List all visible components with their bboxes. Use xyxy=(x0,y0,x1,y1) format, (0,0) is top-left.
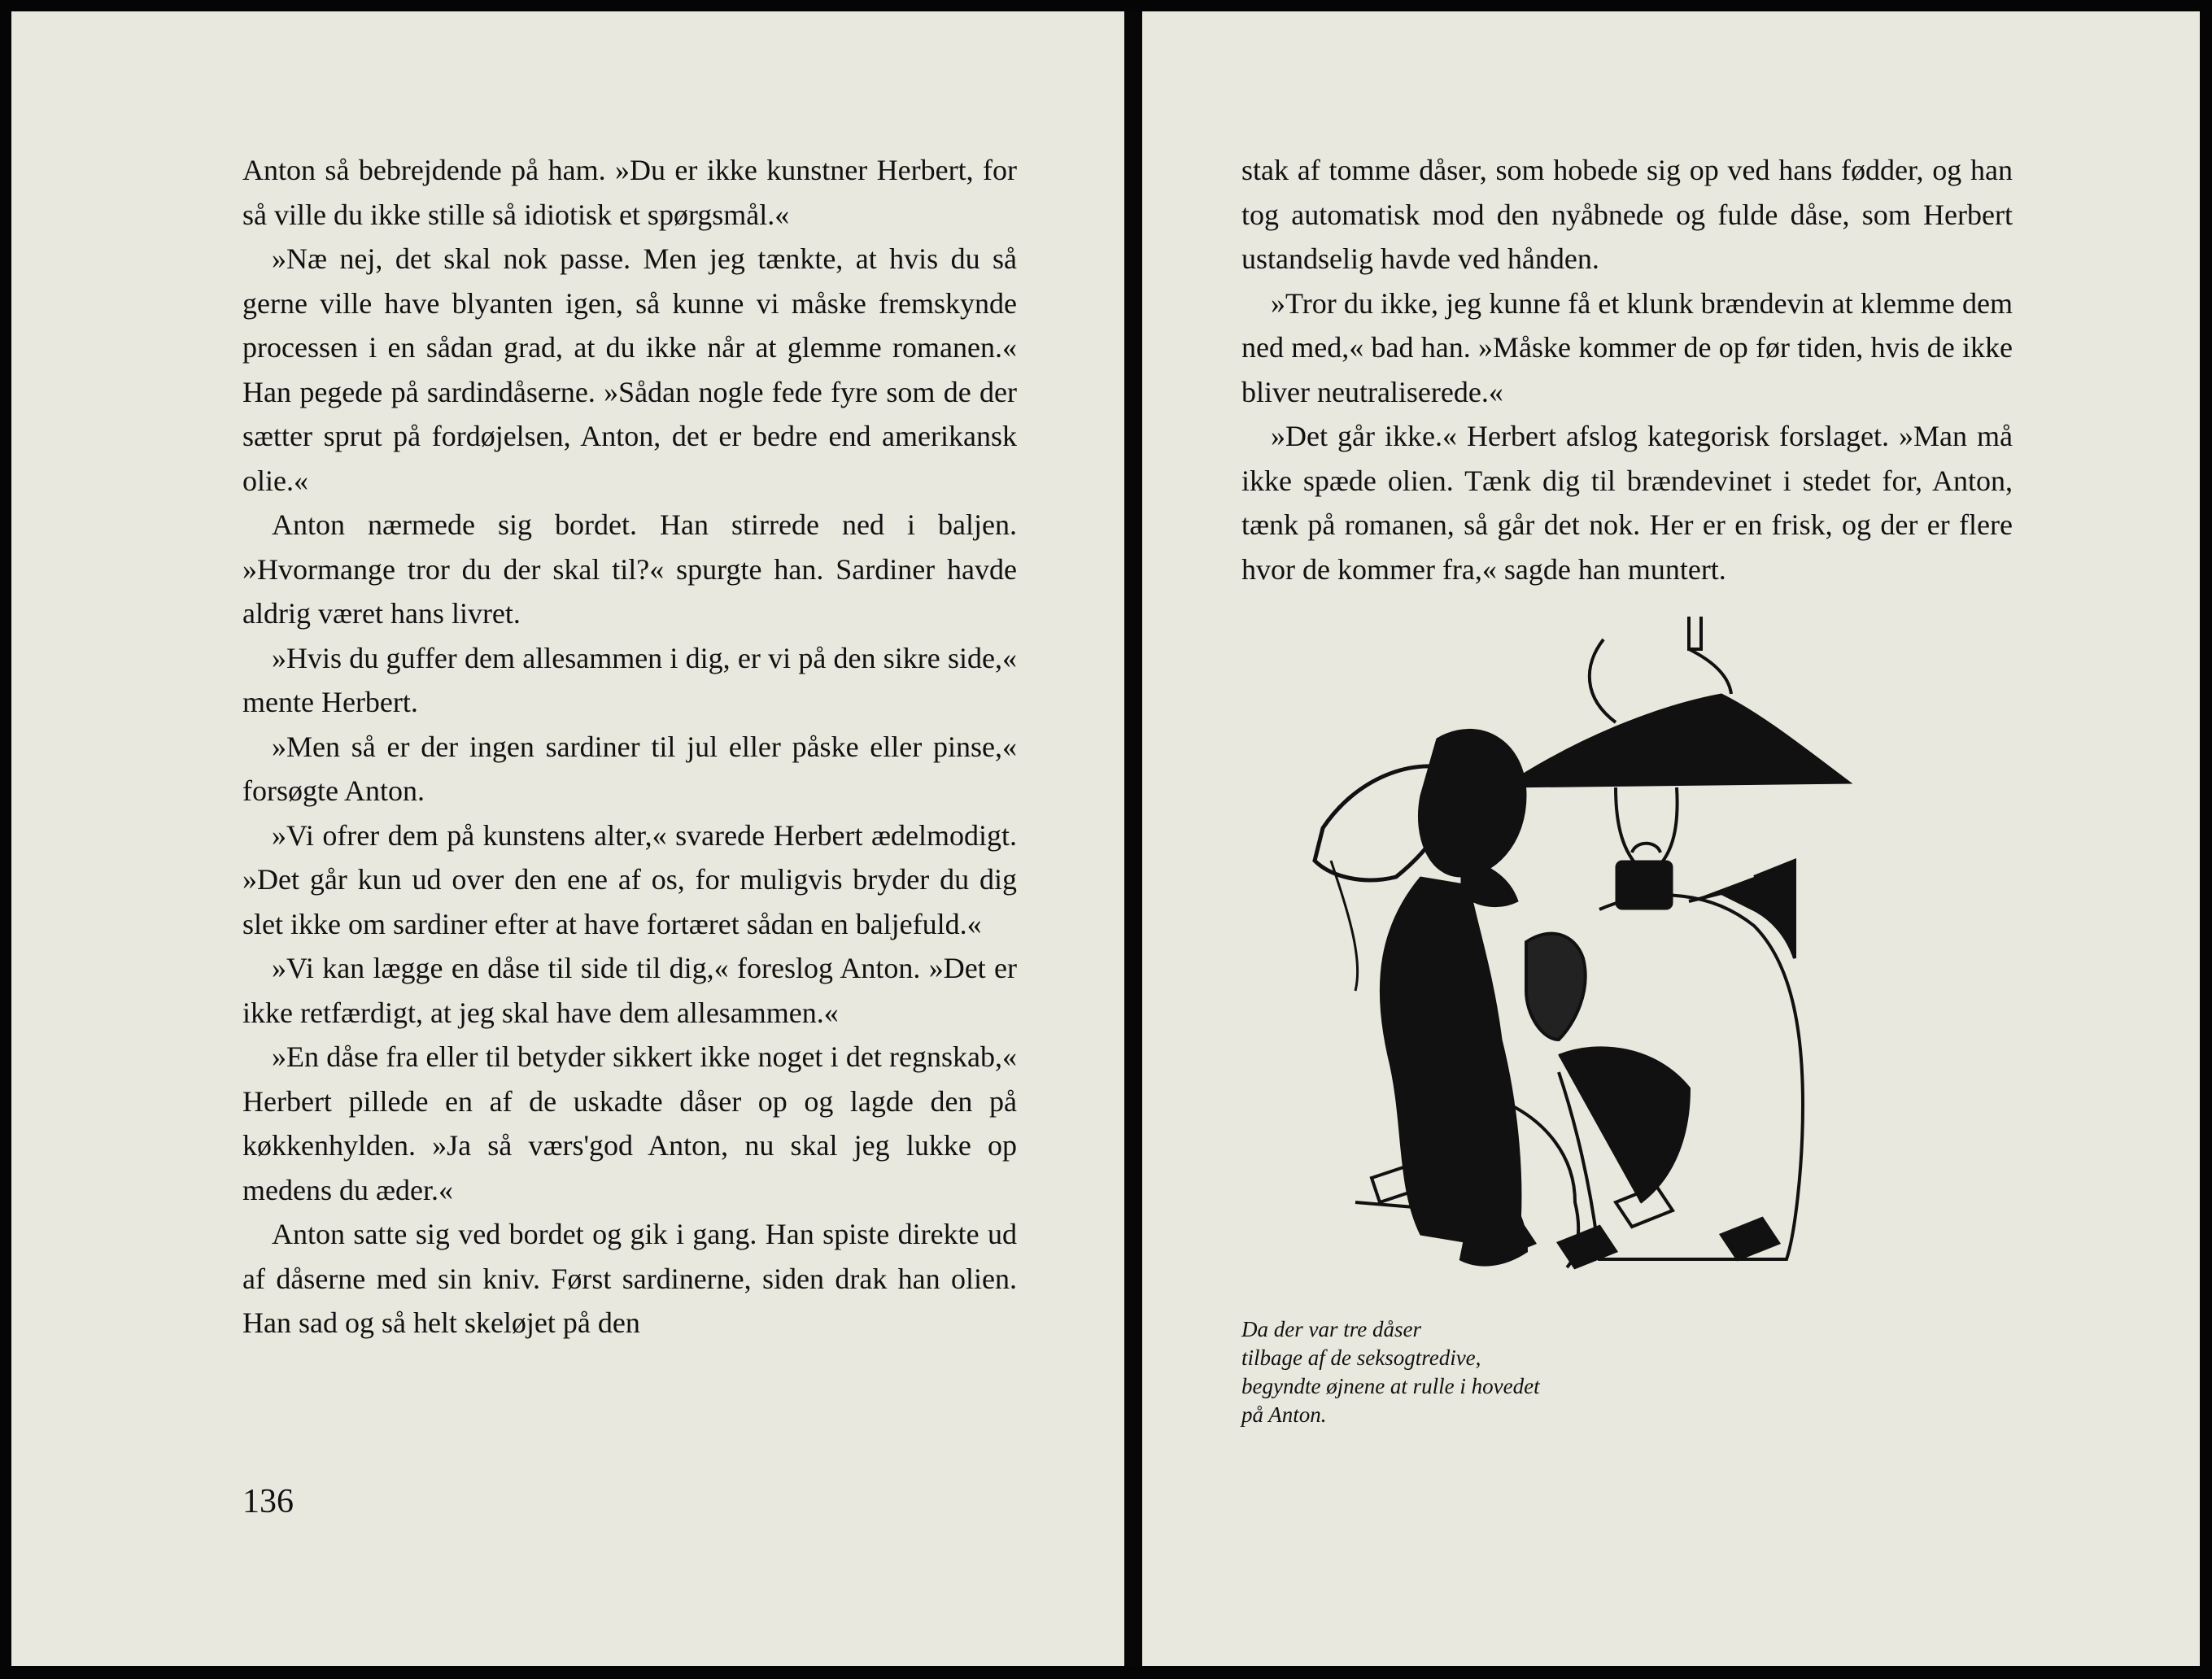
paragraph: Anton så bebrejdende på ham. »Du er ikke kunstner Herbert, for så ville du ikke stille så idiotisk et spørgsmål.« xyxy=(242,154,1017,231)
paragraph: stak af tomme dåser, som hobede sig op ved hans fødder, og han tog automatisk mod den nyåbnede og fulde dåse, som Herbert ustandselig havde ved hånden. xyxy=(1241,154,2013,275)
paragraph: »Tror du ikke, jeg kunne få et klunk brændevin at klemme dem ned med,« bad han. »Måske kommer de op før tiden, hvis de ikke bliver neutraliserede.« xyxy=(1241,286,2013,408)
caption-line: Da der var tre dåser xyxy=(1241,1317,1421,1341)
paragraph: »En dåse fra eller til betyder sikkert ikke noget i det regnskab,« Herbert pillede en af de uskadte dåser op og lagde den på køkkenhylden. »Ja så værs'god Anton, nu skal jeg lukke op medens du æder.« xyxy=(242,1040,1017,1206)
lamp-drawing xyxy=(1502,617,1852,909)
caption-line: tilbage af de seksogtredive, xyxy=(1241,1345,1481,1370)
right-page-body xyxy=(1241,148,2013,591)
paragraph: »Det går ikke.« Herbert afslog kategorisk forslaget. »Man må ikke spæde olien. Tænk dig til brændevinet i stedet for, Anton, tænk på romanen, så går det nok. Her er en frisk, og der er flere hvor de kommer fra,« sagde han muntert. xyxy=(1241,420,2013,586)
seated-figure-drawing xyxy=(1461,861,1803,1267)
paragraph: Anton nærmede sig bordet. Han stirrede ned i baljen. »Hvormange tror du der skal til?« spurgte han. Sardiner havde aldrig været hans livret. xyxy=(242,508,1017,630)
book-gutter xyxy=(1124,11,1142,1666)
paragraph: »Vi ofrer dem på kunstens alter,« svarede Herbert ædelmodigt. »Det går kun ud over den ene af os, for muligvis bryder du dig slet ikke om sardiner efter at have fortæret sådan en baljefuld.« xyxy=(242,818,1017,940)
right-page xyxy=(1142,11,2200,1666)
figure-drawing xyxy=(1315,729,1526,1251)
caption-line: begyndte øjnene at rulle i hovedet xyxy=(1241,1374,1540,1398)
paragraph: Anton satte sig ved bordet og gik i gang. Han spiste direkte ud af dåserne med sin kniv. Først sardinerne, siden drak han olien. Han sad og så helt skeløjet på den xyxy=(242,1218,1017,1339)
ink-illustration xyxy=(1233,617,2055,1349)
paragraph: »Hvis du guffer dem allesammen i dig, er vi på den sikre side,« mente Herbert. xyxy=(242,641,1017,718)
paragraph: »Vi kan lægge en dåse til side til dig,« foreslog Anton. »Det er ikke retfærdigt, at jeg skal have dem allesammen.« xyxy=(242,952,1017,1029)
caption-line: på Anton. xyxy=(1241,1402,1327,1427)
paragraph: »Men så er der ingen sardiner til jul eller påske eller pinse,« forsøgte Anton. xyxy=(242,730,1017,807)
left-page xyxy=(11,11,1124,1666)
page-number: 136 xyxy=(242,1483,294,1520)
illustration-caption xyxy=(1241,1315,1697,1429)
paragraph: »Næ nej, det skal nok passe. Men jeg tænkte, at hvis du så gerne ville have blyanten igen, så kunne vi måske fremskynde processen i en sådan grad, at du ikke når at glemme romanen.« Han pegede på sardindåserne. »Sådan nogle fede fyre som de der sætter sprut på fordøjelsen, Anton, det er bedre end amerikansk olie.« xyxy=(242,242,1017,497)
left-page-body xyxy=(242,148,1017,1345)
